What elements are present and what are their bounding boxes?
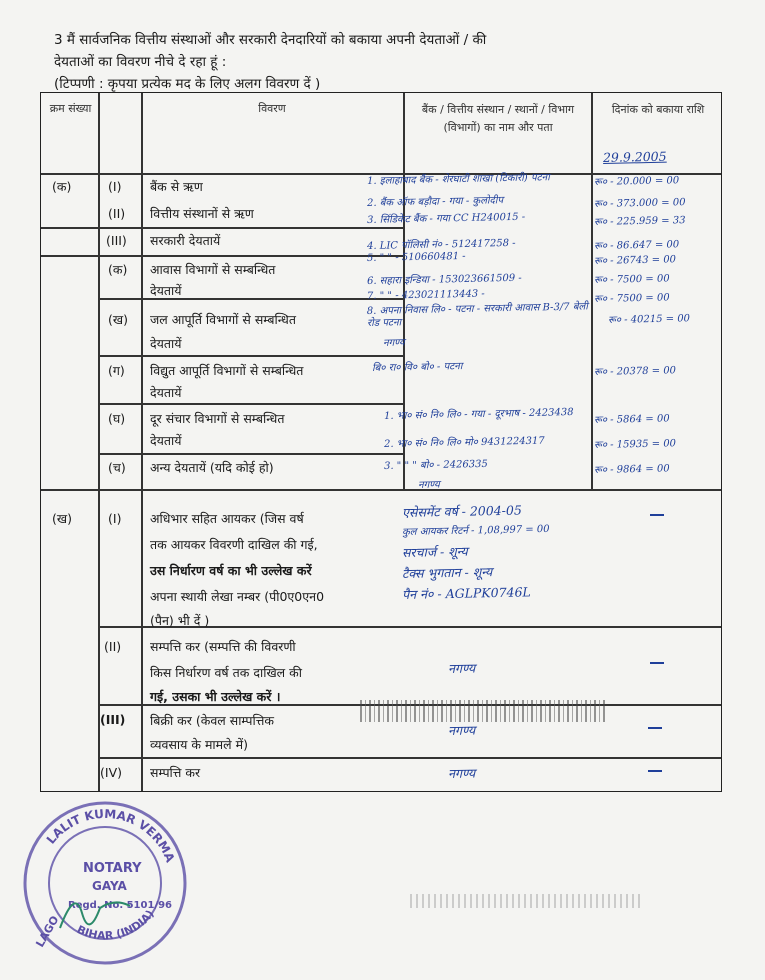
hw-bank-2: 2. बैंक ऑफ बड़ौदा - गया - कुलोदीप xyxy=(366,195,504,209)
row-text: देयतायें xyxy=(150,283,182,298)
seal-bottom-text: BIHAR (INDIA) xyxy=(74,907,157,943)
hw-bank-7: 7. " " - 423021113443 - xyxy=(366,288,485,302)
hw-naga-3: नगण्य xyxy=(447,660,476,676)
row-text: अधिभार सहित आयकर (जिस वर्ष xyxy=(150,511,304,526)
hw-amount-5: रू० - 26743 = 00 xyxy=(593,254,677,267)
seal-ring-text: LALIT KUMAR VERMA xyxy=(43,806,178,865)
seal-line-3: Regd. No. 5101/96 xyxy=(68,900,172,911)
col-bank: बैंक / वित्तीय संस्थान / स्थानों / विभाग (विभागों) का नाम और पता xyxy=(421,103,575,134)
row-text: देयतायें xyxy=(150,385,182,400)
row-text: अपना स्थायी लेखा नम्बर (पी0ए0एन0 xyxy=(150,589,325,604)
row-sub: (ख) xyxy=(108,312,128,327)
hw-kha-5: पैन नं० - AGLPK0746L xyxy=(401,584,531,602)
row-sub: (III) xyxy=(100,712,126,727)
header-note: (टिप्पणी : कृपया प्रत्येक मद के लिए अलग विवरण दें ) xyxy=(54,76,321,92)
row-text: सरकारी देयतायें xyxy=(150,233,221,248)
seal-line-1: NOTARY xyxy=(83,861,142,876)
row-sub: (II) xyxy=(104,639,122,654)
hw-amount-11: रू० - 15935 = 00 xyxy=(593,438,677,451)
col-date: दिनांक को बकाया राशि xyxy=(611,103,705,116)
row-text: जल आपूर्ति विभागों से सम्बन्धित xyxy=(150,312,296,327)
header-line-2: देयताओं का विवरण नीचे दे रहा हूं : xyxy=(54,54,227,70)
row-text: किस निर्धारण वर्ष तक दाखिल की xyxy=(150,665,302,680)
hw-amount-6: रू० - 7500 = 00 xyxy=(593,273,670,286)
seal-line-2: GAYA xyxy=(92,879,127,893)
hw-naga-4: नगण्य xyxy=(447,722,476,738)
hw-amount-2: रू० - 373.000 = 00 xyxy=(593,197,686,210)
row-text: तक आयकर विवरणी दाखिल की गई, xyxy=(150,537,318,552)
hw-bank-1: 1. इलाहाबाद बैंक - शेरघाटी शाखा (टिकारी) पटना xyxy=(366,172,550,187)
hw-kha-4: टैक्स भुगतान - शून्य xyxy=(401,564,493,581)
hw-kha-3: सरचार्ज - शून्य xyxy=(401,543,468,560)
row-sub: (क) xyxy=(108,262,128,277)
dash-mark xyxy=(648,727,662,729)
hw-bank-8: 8. अपना निवास लि० - पटना - सरकारी आवास B-3/7 बेली रोड पटना xyxy=(366,301,588,329)
hw-naga-1: नगण्य xyxy=(382,337,405,349)
row-sub: (I) xyxy=(108,511,122,526)
section-kha-label: (ख) xyxy=(52,511,72,526)
row-sub: (III) xyxy=(106,233,127,248)
hw-bank-4: 4. LIC पॉलिसी नं० - 512417258 - xyxy=(366,237,516,252)
row-sub: (IV) xyxy=(100,765,122,780)
hw-kha-1: एसेसमेंट वर्ष - 2004-05 xyxy=(401,502,522,520)
row-text: आवास विभागों से सम्बन्धित xyxy=(150,262,276,277)
row-text: उस निर्धारण वर्ष का भी उल्लेख करें xyxy=(150,563,312,578)
col-serial: क्रम संख्या xyxy=(49,102,92,115)
row-text: सम्पत्ति कर (सम्पत्ति की विवरणी xyxy=(150,639,296,654)
row-sub: (II) xyxy=(108,206,126,221)
row-sub: (घ) xyxy=(108,411,126,426)
hw-bank-11: 2. भा० सं० नि० लि० मो० 9431224317 xyxy=(383,435,545,450)
hw-bank-10a: 1. भा० सं० नि० लि० - गया - दूरभाष - 2423438 xyxy=(383,407,574,422)
row-text: देयतायें xyxy=(150,433,182,448)
row-text: गई, उसका भी उल्लेख करें । xyxy=(150,689,281,704)
hw-bank-12: 3. " " " बो० - 2426335 xyxy=(383,458,488,472)
row-text: बैंक से ऋण xyxy=(150,179,203,194)
row-sub: (ग) xyxy=(108,363,125,378)
row-text: सम्पत्ति कर xyxy=(150,765,201,780)
hw-bank-5: 5. " " - 510660481 - xyxy=(366,250,466,264)
row-sub: (I) xyxy=(108,179,122,194)
hw-amount-9: रू० - 20378 = 00 xyxy=(593,365,677,378)
handwritten-date: 29.9.2005 xyxy=(602,148,667,165)
hw-amount-3: रू० - 225.959 = 33 xyxy=(593,215,686,228)
row-text: (पैन) भी दें ) xyxy=(150,613,210,628)
hw-kha-2: कुल आयकर रिटर्न - 1,08,997 = 00 xyxy=(401,523,550,538)
seal-left-text: LAGO xyxy=(33,913,62,950)
hw-bank-3: 3. सिंडिकेट बैंक - गया CC H240015 - xyxy=(366,211,526,226)
hw-naga-2: नगण्य xyxy=(417,479,440,491)
section-ka-label: (क) xyxy=(52,179,72,194)
row-text: देयतायें xyxy=(150,336,182,351)
dash-mark xyxy=(650,514,664,516)
hw-amount-4: रू० - 86.647 = 00 xyxy=(593,239,680,252)
row-text: व्यवसाय के मामले में) xyxy=(150,737,248,752)
hw-amount-12: रू० - 9864 = 00 xyxy=(593,463,670,476)
header-line-1: 3 मैं सार्वजनिक वित्तीय संस्थाओं और सरकारी देनदारियों को बकाया अपनी देयताओं / की xyxy=(54,32,487,48)
hw-amount-7: रू० - 7500 = 00 xyxy=(593,292,670,305)
hw-amount-8: रू० - 40215 = 00 xyxy=(607,313,691,326)
notary-seal xyxy=(20,798,190,968)
hw-bank-9: बि० रा० वि० बो० - पटना xyxy=(371,361,463,374)
ink-smudge xyxy=(360,700,605,722)
dash-mark xyxy=(648,770,662,772)
hw-naga-5: नगण्य xyxy=(447,765,476,781)
row-sub: (च) xyxy=(108,460,126,475)
dash-mark xyxy=(650,662,664,664)
hw-amount-1: रू० - 20.000 = 00 xyxy=(593,175,680,188)
row-text: दूर संचार विभागों से सम्बन्धित xyxy=(150,411,285,426)
row-text: वित्तीय संस्थानों से ऋण xyxy=(150,206,254,221)
hw-bank-6: 6. सहारा इन्डिया - 153023661509 - xyxy=(366,272,522,287)
hw-amount-10: रू० - 5864 = 00 xyxy=(593,413,670,426)
row-text: विद्युत आपूर्ति विभागों से सम्बन्धित xyxy=(150,363,304,378)
row-text: बिक्री कर (केवल साम्पत्तिक xyxy=(150,713,274,728)
col-details: विवरण xyxy=(258,102,286,115)
ink-smudge xyxy=(410,894,640,908)
row-text: अन्य देयतायें (यदि कोई हो) xyxy=(150,460,274,475)
